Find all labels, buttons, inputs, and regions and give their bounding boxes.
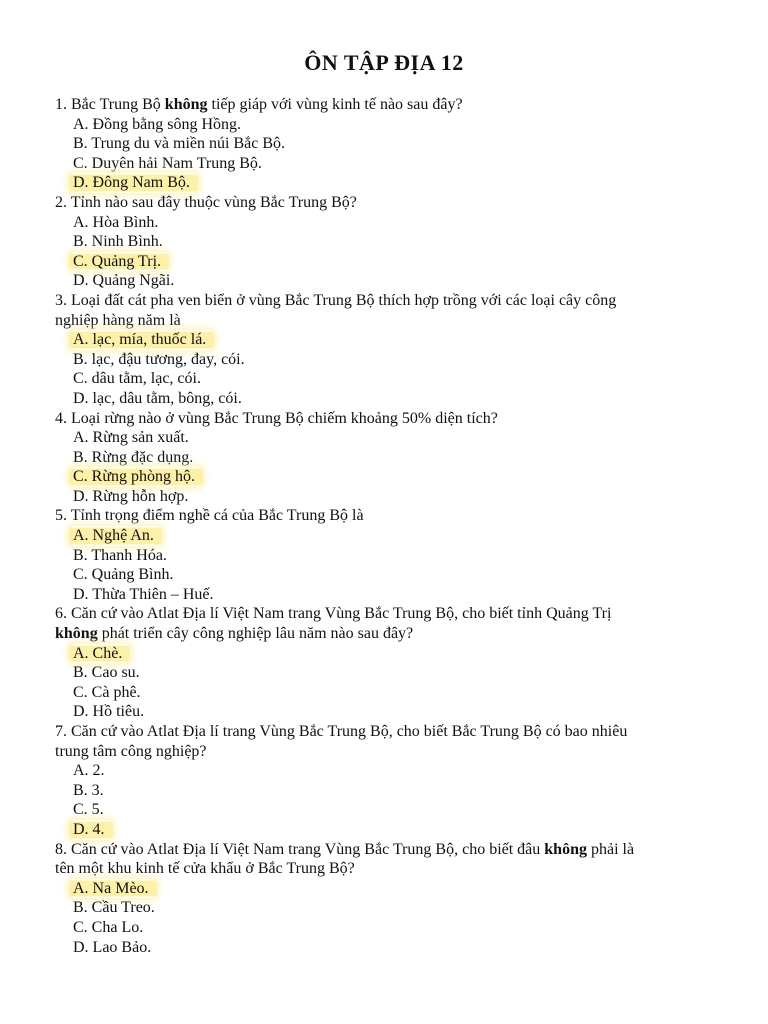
option-text: B. Rừng đặc dụng.: [73, 448, 194, 466]
answer-option: [55, 781, 720, 801]
answer-option: [55, 389, 720, 409]
option-text: A. Đồng bằng sông Hồng.: [73, 115, 241, 133]
answer-option: [55, 683, 720, 703]
option-text: C. 5.: [73, 801, 104, 819]
option-text: A. Hòa Bình.: [73, 213, 159, 231]
answer-option: [55, 800, 720, 820]
question-text: 4. Loại rừng nào ở vùng Bắc Trung Bộ chiếm khoảng 50% diện tích?: [55, 409, 498, 427]
option-text: D. Hồ tiêu.: [73, 703, 145, 721]
answer-option: [55, 898, 720, 918]
option-text: B. Thanh Hóa.: [73, 546, 167, 564]
question-text: phải là: [586, 840, 635, 858]
option-text: C. Duyên hải Nam Trung Bộ.: [73, 154, 262, 172]
option-text: A. Rừng sản xuất.: [73, 429, 189, 447]
answer-option: [55, 938, 720, 958]
question-text: 6. Căn cứ vào Atlat Địa lí Việt Nam trang Vùng Bắc Trung Bộ, cho biết tỉnh Quảng Trị: [55, 605, 612, 623]
question-text: tiếp giáp với vùng kinh tế nào sau đây?: [207, 96, 463, 113]
option-text: B. 3.: [73, 781, 104, 799]
question-text: trung tâm công nghiệp?: [55, 742, 207, 760]
answer-option: [55, 702, 720, 722]
option-text: B. Cầu Treo.: [73, 899, 155, 917]
option-text: C. Cà phê.: [73, 683, 141, 701]
question-5: [55, 506, 720, 604]
highlighted-answer-option: [55, 252, 720, 272]
question-text-line: [55, 291, 720, 311]
highlighted-answer-option: [55, 467, 720, 487]
question-2: [55, 193, 720, 291]
option-text: B. Cao su.: [73, 664, 140, 682]
page-title: ÔN TẬP ĐỊA 12: [304, 50, 464, 75]
option-text: D. Lao Bảo.: [73, 938, 152, 956]
question-8: [55, 840, 720, 958]
question-7: [55, 722, 720, 840]
question-text-line: [55, 859, 720, 879]
answer-option: [55, 487, 720, 507]
question-text: 7. Căn cứ vào Atlat Địa lí trang Vùng Bắc Trung Bộ, cho biết Bắc Trung Bộ có bao nhiêu: [55, 723, 628, 740]
highlighted-answer-option: [55, 526, 720, 546]
option-text: D. Quảng Ngãi.: [73, 272, 175, 290]
answer-option: [55, 565, 720, 585]
highlighted-answer-option: [55, 330, 720, 350]
answer-option: [55, 428, 720, 448]
answer-option: [55, 369, 720, 389]
answer-option: [55, 350, 720, 370]
answer-option: [55, 546, 720, 566]
option-text: D. Thừa Thiên – Huế.: [73, 585, 214, 603]
option-text: C. Quảng Bình.: [73, 566, 174, 584]
option-text: C. Cha Lo.: [73, 918, 144, 936]
option-text: C. Quảng Trị.: [69, 252, 169, 272]
option-text: D. Rừng hỗn hợp.: [73, 487, 189, 505]
emphasis-text: không: [164, 96, 208, 113]
question-text-line: [55, 722, 720, 742]
question-text: 2. Tỉnh nào sau đây thuộc vùng Bắc Trung Bộ?: [55, 193, 357, 211]
question-1: [55, 95, 720, 193]
emphasis-text: không: [544, 840, 587, 858]
question-text-line: [55, 840, 720, 860]
answer-option: [55, 585, 720, 605]
question-text-line: [55, 409, 720, 429]
question-text-line: [55, 624, 720, 644]
answer-option: [55, 761, 720, 781]
question-list: [55, 95, 720, 957]
answer-option: [55, 271, 720, 291]
question-text: 8. Căn cứ vào Atlat Địa lí Việt Nam trang Vùng Bắc Trung Bộ, cho biết đâu: [55, 840, 545, 858]
answer-option: [55, 134, 720, 154]
answer-option: [55, 154, 720, 174]
answer-option: [55, 448, 720, 468]
option-text: B. Ninh Bình.: [73, 233, 163, 251]
question-text-line: [55, 311, 720, 331]
option-text: A. Chè.: [69, 644, 130, 664]
question-text: 5. Tỉnh trọng điểm nghề cá của Bắc Trung Bộ là: [55, 507, 364, 525]
question-text-line: [55, 193, 720, 213]
answer-option: [55, 232, 720, 252]
question-text: 1. Bắc Trung Bộ: [55, 96, 165, 113]
answer-option: [55, 115, 720, 135]
highlighted-answer-option: [55, 173, 720, 193]
answer-option: [55, 663, 720, 683]
question-6: [55, 604, 720, 722]
option-text: A. Nghệ An.: [69, 526, 162, 546]
question-text-line: [55, 506, 720, 526]
question-text: nghiệp hàng năm là: [55, 311, 181, 329]
highlighted-answer-option: [55, 879, 720, 899]
option-text: C. Rừng phòng hộ.: [69, 467, 203, 487]
option-text: A. 2.: [73, 762, 105, 780]
answer-option: [55, 213, 720, 233]
option-text: C. dâu tằm, lạc, cói.: [73, 370, 201, 388]
option-text: B. lạc, đậu tương, đay, cói.: [73, 350, 245, 368]
emphasis-text: không: [55, 625, 98, 643]
question-text: phát triển cây công nghiệp lâu năm nào sau đây?: [97, 625, 414, 643]
option-text: D. Đông Nam Bộ.: [69, 173, 198, 193]
question-text: 3. Loại đất cát pha ven biển ở vùng Bắc Trung Bộ thích hợp trồng với các loại cây công: [55, 291, 617, 309]
option-text: D. 4.: [69, 820, 113, 840]
question-text: tên một khu kinh tế cửa khẩu ở Bắc Trung Bộ?: [55, 860, 355, 878]
option-text: A. lạc, mía, thuốc lá.: [69, 330, 214, 350]
question-text-line: [55, 604, 720, 624]
question-text-line: [55, 95, 720, 115]
question-3: [55, 291, 720, 409]
question-text-line: [55, 742, 720, 762]
option-text: D. lạc, dâu tằm, bông, cói.: [73, 389, 242, 407]
answer-option: [55, 918, 720, 938]
question-4: [55, 409, 720, 507]
highlighted-answer-option: [55, 820, 720, 840]
option-text: B. Trung du và miền núi Bắc Bộ.: [73, 135, 286, 153]
highlighted-answer-option: [55, 644, 720, 664]
option-text: A. Na Mèo.: [69, 879, 157, 899]
